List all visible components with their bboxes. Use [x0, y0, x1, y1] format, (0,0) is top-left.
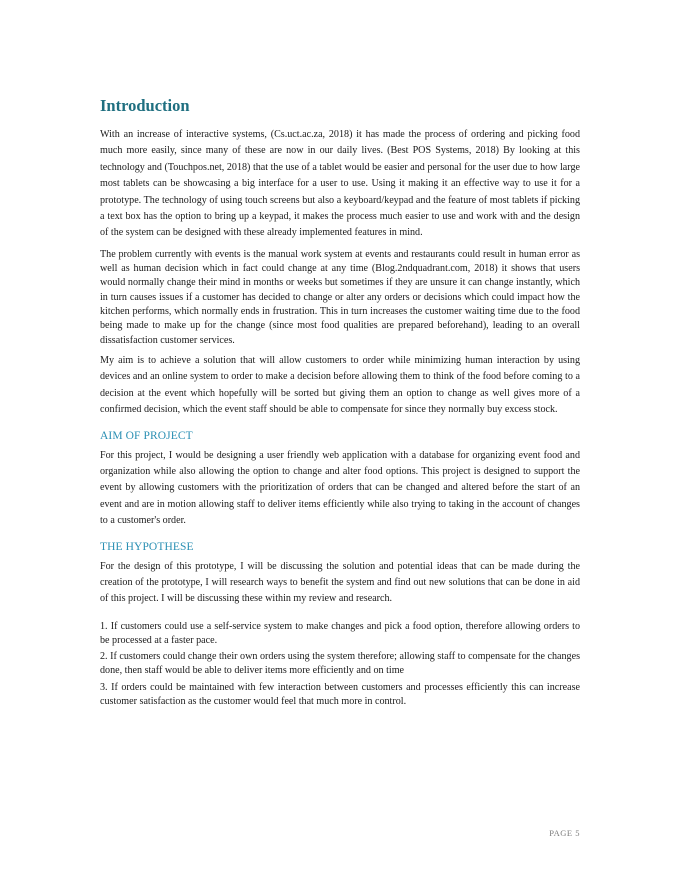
page-content [100, 95, 580, 711]
hypothesis-heading: THE HYPOTHESE [100, 540, 194, 553]
aim-paragraph: For this project, I would be designing a user friendly web application with a database for organizing event food and organization while also allowing the option to change and alter food options. This project is designed to support the event by allowing customers with the prioritization of orders that can be changed and altered before the start of an event and are in motion allowing staff to deliver items efficiently while also trying to taking in the account of changes to a customer's order. [100, 449, 580, 527]
intro-paragraph-1: With an increase of interactive systems, (Cs.uct.ac.za, 2018) it has made the process of ordering and picking food much more easily, since many of these are now in our daily lives. (Best POS Systems, 2018) By looking at this technology and (Touchpos.net, 2018) that the use of a tablet would be easier and personal for the user due to how large most tablets can be showcasing a big interface for a user to use. Using it making it an effective way to use it for a prototype. The technology of using touch screens but also a keyboard/keypad and the feature of most tablets if picking a text box has the option to bring up a keypad, it makes the process much easier to use and work with and the design of the system can be designed with these already implemented features in mind. [100, 129, 580, 239]
page-number: PAGE 5 [549, 828, 580, 838]
list-item: 3. If orders could be maintained with few interaction between customers and processes efficiently this can increase customer satisfaction as the customer would feel that much more in control. [100, 681, 580, 707]
intro-paragraph-2: The problem currently with events is the manual work system at events and restaurants could result in human error as well as human decision which in fact could change at any time (Blog.2ndquadrant.com, 2018) it shows that users would normally change their mind in months or weeks but sometimes if they are unsure it can change instantly, which in turn causes issues if a customer has decided to change or alter any orders or decisions which could impact how the kitchen performs, which normally ends in frustration. This in turn increases the customer waiting time due to the food being made to make up for the change (since most food qualities are prepared beforehand), leading to an overall dissatisfaction customer services. [100, 248, 580, 346]
intro-paragraph-3: My aim is to achieve a solution that will allow customers to order while minimizing human interaction by using devices and an online system to order to make a decision before allowing them to think of the food before coming to a decision at the event which hopefully will be sorted but giving them an option to change as well gives more of a confirmed decision, which the event staff should be able to compensate for since they normally buy excess stock. [100, 354, 580, 416]
aim-heading: AIM OF PROJECT [100, 429, 193, 442]
hypothesis-paragraph: For the design of this prototype, I will be discussing the solution and potential ideas that can be made during the creation of the prototype, I will research ways to benefit the system and find out new solutions that can be done in aid of this project. I will be discussing these within my review and research. [100, 560, 580, 605]
list-item: 2. If customers could change their own orders using the system therefore; allowing staff to compensate for the changes done, then staff would be able to deliver items more efficiently and on time [100, 651, 580, 677]
list-item: 1. If customers could use a self-service system to make changes and pick a food option, therefore allowing orders to be processed at a faster pace. [100, 620, 580, 646]
hypotheses-list [100, 620, 580, 709]
page-title: Introduction [100, 96, 190, 115]
